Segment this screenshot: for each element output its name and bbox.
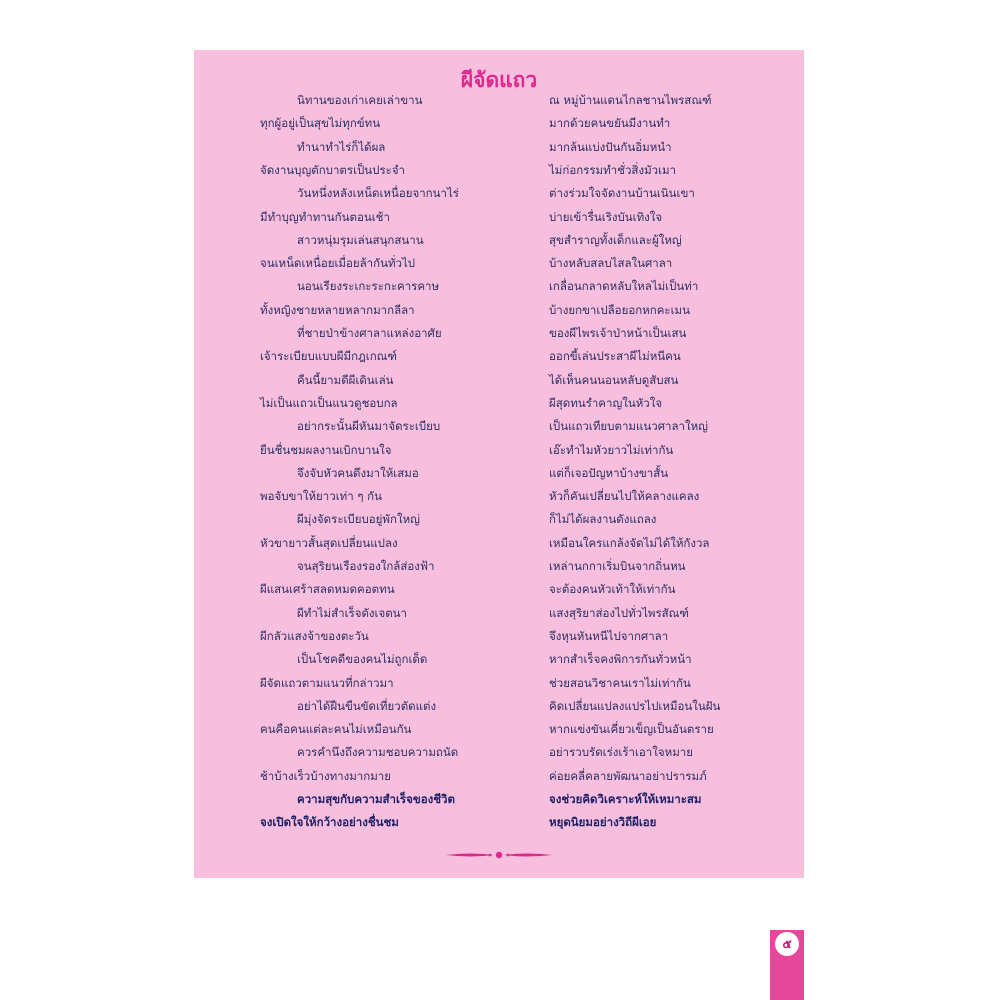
verse-right: บ้างยกขาเปลือยอกหกคะเมน [549, 302, 690, 317]
verse-right: ของผีไพรเจ้าป่าหน้าเป็นเสน [549, 326, 687, 340]
verse-left: ที่ชายป่าข้างศาลาแหล่งอาศัย [297, 326, 442, 340]
poem-row [194, 558, 804, 581]
verse-left: พอจับขาให้ยาวเท่า ๆ กัน [260, 489, 382, 504]
verse-right: จะต้องคนหัวเท้าให้เท่ากัน [549, 582, 676, 597]
verse-left: จนเหน็ดเหนื่อยเมื่อยล้ากันทั่วไป [260, 256, 416, 271]
verse-left: อย่าได้ฝืนขืนขัดเที่ยวตัดแต่ง [297, 698, 437, 713]
verse-left: ทำนาทำไร่ก็ได้ผล [297, 139, 386, 154]
verse-left: จนสุริยนเรืองรองใกล้ส่องฟ้า [297, 559, 435, 573]
ornament-divider [444, 850, 554, 860]
verse-left: อย่ากระนั้นผีหันมาจัดระเบียบ [297, 419, 441, 434]
poem-row [194, 698, 804, 721]
verse-right: แสงสุริยาส่องไปทั่วไพรสัณฑ์ [549, 605, 689, 620]
verse-left: ควรคำนึงถึงความชอบความถนัด [297, 745, 459, 760]
verse-right: เอ๊ะทำไมหัวยาวไม่เท่ากัน [549, 442, 674, 457]
verse-right: ได้เห็นคนนอนหลับดูสับสน [549, 372, 679, 387]
verse-right: สุขสำราญทั้งเด็กและผู้ใหญ่ [549, 232, 682, 247]
verse-right: เหล่านกกาเริ่มบินจากถิ่นหน [549, 559, 686, 573]
verse-left: ผีแสนเศร้าสลดหมดคอตทน [260, 582, 395, 597]
poem-row [194, 744, 804, 767]
verse-left: ทั้งหญิงชายหลายหลากมากลีลา [260, 302, 415, 317]
verse-left: สาวหนุ่มรุมเล่นสนุกสนาน [297, 232, 424, 247]
poem-row [194, 115, 804, 138]
poem-row [194, 791, 804, 814]
verse-left: จัดงานบุญตักบาตรเป็นประจำ [260, 162, 406, 177]
poem-row [194, 162, 804, 185]
poem-row [194, 372, 804, 395]
poem-row [194, 92, 804, 115]
verse-left: คืนนี้ยามดีผีเดินเล่น [297, 372, 394, 387]
verse-right: อย่ารวบรัดเร่งเร้าเอาใจหมาย [549, 745, 693, 760]
verse-left: จงเปิดใจให้กว้างอย่างชื่นชม [260, 815, 399, 830]
verse-left: ช้าบ้างเร็วบ้างทางมากมาย [260, 768, 392, 783]
verse-left: ความสุขกับความสำเร็จของชีวิต [297, 792, 455, 806]
poem-row [194, 675, 804, 698]
poem-row [194, 605, 804, 628]
verse-left: ผีกลัวแสงจ้าของตะวัน [260, 628, 369, 643]
verse-right: คิดเปลี่ยนแปลงแปรไปเหมือนในฝัน [549, 698, 721, 713]
verse-right: จงช่วยคิดวิเคราะห์ให้เหมาะสม [549, 792, 702, 806]
poem-row [194, 488, 804, 511]
poem-row [194, 418, 804, 441]
verse-right: แต่ก็เจอปัญหาบ้างขาสั้น [549, 465, 669, 480]
verse-right: ออกขี้เล่นประสาผีไม่หนีคน [549, 349, 681, 364]
poem-row [194, 325, 804, 348]
verse-left: ไม่เป็นแถวเป็นแนวดูชอบกล [260, 395, 398, 410]
verse-left: วันหนึ่งหลังเหน็ดเหนื่อยจากนาไร่ [297, 186, 459, 201]
verse-left: เจ้าระเบียบแบบผีมีกฎเกณฑ์ [260, 349, 397, 364]
poem-row [194, 465, 804, 488]
poem-row [194, 628, 804, 651]
page-number: ๕ [775, 932, 799, 956]
poem-row [194, 535, 804, 558]
poem-row [194, 721, 804, 744]
poem-row [194, 651, 804, 674]
poem-row [194, 139, 804, 162]
verse-right: หัวก็คันเปลี่ยนไปให้คลางแคลง [549, 489, 700, 504]
poem-title: ผีจัดแถว [460, 68, 538, 92]
verse-right: หากแข่งขันเคี่ยวเข็ญเป็นอันตราย [549, 722, 714, 737]
verse-left: ผีมุ่งจัดระเบียบอยู่พักใหญ่ [297, 512, 420, 527]
verse-left: คนคือคนแต่ละคนไม่เหมือนกัน [260, 722, 412, 737]
poem-row [194, 209, 804, 232]
verse-left: หัวขายาวสั้นสุดเปลี่ยนแปลง [260, 535, 398, 550]
verse-right: เกลื่อนกลาดหลับใหลไม่เป็นท่า [549, 279, 699, 294]
poem-row [194, 232, 804, 255]
verse-right: บ่ายเข้ารื่นเริงบันเทิงใจ [549, 209, 663, 224]
verse-left: จึงจับหัวคนดึงมาให้เสมอ [297, 465, 419, 480]
verse-right: บ้างหลับสลบไสลในศาลา [549, 256, 673, 271]
verse-right: หากสำเร็จคงพิการกันทั่วหน้า [549, 652, 692, 667]
verse-right: มากล้นแบ่งปันกันอิ่มหนำ [549, 139, 672, 154]
poem-row [194, 302, 804, 325]
verse-right: ช่วยสอนวิชาคนเราไม่เท่ากัน [549, 675, 691, 690]
poem-row [194, 395, 804, 418]
verse-left: ทุกผู้อยู่เป็นสุขไม่ทุกข์ทน [260, 116, 381, 131]
poem-row [194, 442, 804, 465]
verse-left: นิทานของเก่าเคยเล่าขาน [297, 93, 423, 107]
verse-left: ยืนชื่นชมผลงานเบิกบานใจ [260, 442, 392, 457]
poem-row [194, 278, 804, 301]
poem-row [194, 814, 804, 837]
verse-left: มีทำบุญทำทานกันตอนเช้า [260, 209, 390, 224]
poem-row [194, 511, 804, 534]
verse-right: ค่อยคลี่คลายพัฒนาอย่าปรารมภ์ [549, 768, 707, 783]
poem-row [194, 185, 804, 208]
verse-right: เป็นแถวเทียบตามแนวศาลาใหญ่ [549, 419, 708, 434]
verse-right: จึงหุนหันหนีไปจากศาลา [549, 628, 669, 643]
verse-right: หยุดนิยมอย่างวิถีผีเอย [549, 815, 657, 830]
poem-row [194, 348, 804, 371]
poem-panel [194, 50, 804, 878]
verse-right: ผีสุดทนรำคาญในหัวใจ [549, 395, 663, 410]
verse-left: นอนเรียงระเกะระกะคารคาษ [297, 279, 440, 294]
verse-right: ณ หมู่บ้านแดนไกลชานไพรสณฑ์ [549, 93, 712, 107]
verse-right: ไม่ก่อกรรมทำชั่วสิ่งมัวเมา [549, 162, 677, 177]
verse-left: ผีจัดแถวตามแนวที่กล่าวมา [260, 675, 394, 690]
verse-left: ผีทำไม่สำเร็จดังเจตนา [297, 605, 408, 620]
verse-right: เหมือนใครแกล้งจัดไม่ได้ให้กังวล [549, 535, 710, 550]
poem-row [194, 255, 804, 278]
verse-right: มากด้วยคนขยันมีงานทำ [549, 116, 671, 131]
verse-left: เป็นโชคดีของคนไม่ถูกเด็ด [297, 652, 428, 667]
poem-row [194, 768, 804, 791]
verse-right: ต่างร่วมใจจัดงานบ้านเนินเขา [549, 186, 695, 201]
verse-right: ก็ไม่ได้ผลงานดังแถลง [549, 512, 657, 527]
poem-row [194, 581, 804, 604]
